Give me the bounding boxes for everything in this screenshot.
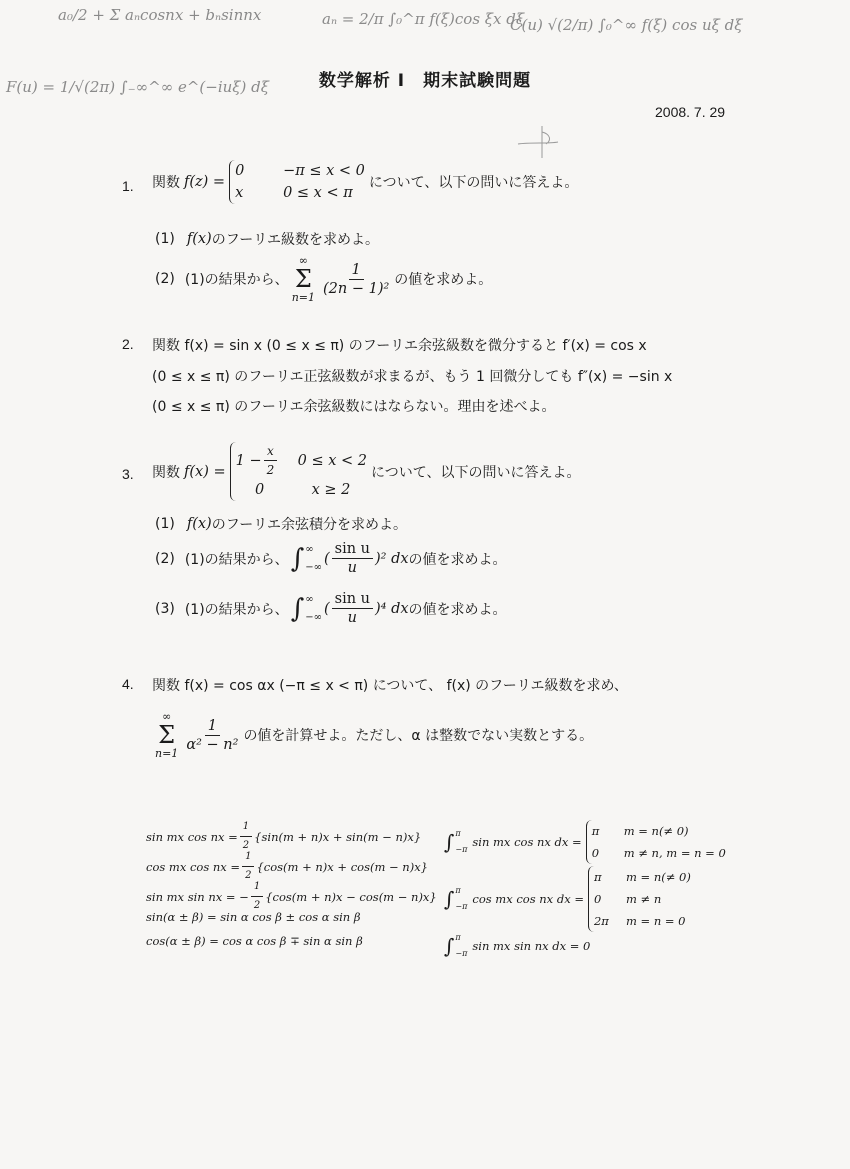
q3-part2-num: sin u <box>332 540 373 559</box>
integral-3-expr: sin mx sin nx dx = 0 <box>472 939 591 953</box>
integral-1-upper: π <box>455 829 461 838</box>
q1-sum-top: ∞ <box>298 254 308 267</box>
formula-3-half-den: 2 <box>253 900 261 911</box>
handwritten-note-4: F(u) = 1/√(2π) ∫₋∞^∞ e^(−iuξ) dξ <box>6 78 270 96</box>
q4-line1: 関数 f(x) = cos αx (−π ≤ x < π) について、 f(x) のフーリエ級数を求め、 <box>152 678 628 694</box>
q3-case1-value: 1 − <box>235 452 262 469</box>
integral-1-case1-cond: m = n(≠ 0) <box>623 824 689 838</box>
formula-1-rhs: {sin(m + n)x + sin(m − n)x} <box>254 829 422 844</box>
q3-part1-label: (1) <box>155 516 175 532</box>
integral-1-case1-value: π <box>591 824 600 838</box>
q4-sum-bottom: n=1 <box>155 747 179 760</box>
q1-sum-symbol: ∞ Σ n=1 <box>291 254 315 304</box>
integral-2-case1-value: π <box>593 870 602 884</box>
formula-3-lhs: sin mx sin nx = − <box>146 889 249 904</box>
q1-part2-text: の値を求めよ。 <box>394 272 493 288</box>
q3-part3-after: )⁴ dx <box>375 600 409 617</box>
q1-case1-value: 0 <box>235 163 245 179</box>
q3-part3-integral: ∫ ∞ −∞ <box>290 593 322 624</box>
q1-cases <box>229 160 365 204</box>
integral-1-lower: −π <box>455 845 468 854</box>
q1-part2 <box>155 254 492 304</box>
formula-1-half-den: 2 <box>242 840 250 851</box>
q3-part3-lead: (1)の結果から、 <box>184 601 289 618</box>
q3-number: 3. <box>122 466 134 482</box>
integral-3: ∫ π −π sin mx sin nx dx = 0 <box>444 933 591 958</box>
formula-5: cos(α ± β) = cos α cos β ∓ sin α sin β <box>146 934 363 948</box>
formula-2-lhs: cos mx cos nx = <box>146 859 241 874</box>
q1-case2-cond: 0 ≤ x < π <box>283 185 353 201</box>
q3-part3-num: sin u <box>332 590 373 609</box>
q4-sum-symbol: ∞ Σ n=1 <box>155 710 179 760</box>
q1-number: 1. <box>122 178 134 194</box>
q3-part3-label: (3) <box>155 600 175 617</box>
page-title: 数学解析 I 期末試験問題 <box>318 71 532 91</box>
integral-2-case3-cond: m = n = 0 <box>625 914 686 928</box>
q1-part1 <box>155 229 379 249</box>
q3-case1-cond: 0 ≤ x < 2 <box>297 452 367 469</box>
q3-part3: (3) (1)の結果から、 ∫ ∞ −∞ ( $\frac{\text{sin u}}{u}$ )⁴ dx の値を求めよ。 <box>155 591 507 626</box>
q3-tail: について、以下の問いに答えよ。 <box>371 464 581 481</box>
q3-part1-expr: f(x) <box>186 516 212 532</box>
q1-frac-den: (2n − 1)² <box>323 280 390 297</box>
formula-2-rhs: {cos(m + n)x + cos(m − n)x} <box>256 859 428 874</box>
q3-statement <box>152 442 580 501</box>
q3-part2-den: u <box>347 560 357 576</box>
q3-cases <box>230 442 367 501</box>
q1-case1-cond: −π ≤ x < 0 <box>283 163 365 179</box>
integral-1: ∫ π −π sin mx cos nx dx = π m = n(≠ 0) 0 m ≠ n, m = n = 0 <box>442 820 730 864</box>
integral-2-case2-value: 0 <box>593 892 602 906</box>
q4-frac-num: 1 <box>205 717 220 736</box>
q3-case1-num: x <box>264 442 277 461</box>
q4-frac-den: α² − n² <box>186 736 239 753</box>
exam-date: 2008. 7. 29 <box>655 104 726 120</box>
q3-case1-den: 2 <box>266 463 275 477</box>
formula-1-half-num: 1 <box>240 818 252 837</box>
q2-number: 2. <box>122 336 134 352</box>
formula-2-half-num: 1 <box>242 848 254 867</box>
q3-part2-integral: ∫ ∞ −∞ <box>290 543 322 574</box>
q3-part2-after: )² dx <box>375 550 409 567</box>
q3-part2-upper: ∞ <box>305 543 314 555</box>
q3-part3-den: u <box>347 610 357 626</box>
q1-part1-expr: f(x) <box>186 231 212 247</box>
formula-4: sin(α ± β) = sin α cos β ± cos α sin β <box>146 910 361 924</box>
q3-part2-lower: −∞ <box>305 561 322 573</box>
formula-2-half-den: 2 <box>245 870 252 881</box>
q3-part1 <box>155 514 407 534</box>
q2-line3: (0 ≤ x ≤ π) のフーリエ余弦級数にはならない。理由を述べよ。 <box>152 399 556 415</box>
q1-part1-label: (1) <box>155 231 175 247</box>
handwritten-note-2: aₙ = 2/π ∫₀^π f(ξ)cos ξx dξ <box>322 10 525 28</box>
formula-3-half-num: 1 <box>251 878 263 897</box>
q4-number: 4. <box>122 676 134 692</box>
integral-2-upper: π <box>455 886 461 895</box>
integral-1-cases <box>586 820 726 864</box>
q1-fraction <box>320 261 392 298</box>
q1-statement <box>152 160 578 204</box>
q4-line2-row <box>152 710 593 760</box>
handwritten-note-1: a₀/2 + Σ aₙcosnx + bₙsinnx <box>58 6 262 24</box>
integral-3-lower: −π <box>455 949 468 958</box>
integral-1-case2-cond: m ≠ n, m = n = 0 <box>623 846 726 860</box>
q3-case2-value: 0 <box>255 482 265 498</box>
q3-part2-lead: (1)の結果から、 <box>184 551 289 568</box>
q1-frac-num: 1 <box>349 261 364 280</box>
q3-part3-upper: ∞ <box>305 593 314 605</box>
integral-2: ∫ π −π cos mx cos nx dx = π m = n(≠ 0) 0 m ≠ n 2π m = n = 0 <box>442 866 695 932</box>
integral-1-expr: sin mx cos nx dx = <box>472 835 582 849</box>
q3-func: f(x) = <box>184 463 226 480</box>
q3-part2: (2) (1)の結果から、 ∫ ∞ −∞ ( $\frac{\text{sin u}}{u}$ )² dx の値を求めよ。 <box>155 541 507 576</box>
q3-part2-label: (2) <box>155 550 175 567</box>
integral-2-expr: cos mx cos nx dx = <box>472 892 584 906</box>
q1-lead: 関数 <box>152 175 180 191</box>
q1-sum-bottom: n=1 <box>291 291 315 304</box>
integral-3-upper: π <box>455 933 461 942</box>
integral-2-case3-value: 2π <box>593 914 609 928</box>
q1-part1-text: のフーリエ級数を求めよ。 <box>211 232 380 248</box>
q3-case2-cond: x ≥ 2 <box>311 482 351 498</box>
q1-part2-lead: (1)の結果から、 <box>184 272 289 288</box>
pencil-mark <box>512 122 562 162</box>
q4-sum-top: ∞ <box>162 710 172 723</box>
q3-part3-lower: −∞ <box>305 611 322 623</box>
q1-case2-value: x <box>235 185 244 201</box>
integral-2-lower: −π <box>455 902 468 911</box>
integral-1-case2-value: 0 <box>591 846 600 860</box>
q1-part2-label: (2) <box>155 271 175 287</box>
q2-line2: (0 ≤ x ≤ π) のフーリエ正弦級数が求まるが、もう 1 回微分しても f″(x) = −sin x <box>152 369 673 385</box>
integral-2-cases <box>588 866 691 932</box>
q1-func: f(z) = <box>184 174 226 190</box>
q3-lead: 関数 <box>152 464 180 481</box>
formula-3-rhs: {cos(m + n)x − cos(m − n)x} <box>265 889 437 904</box>
q3-part3-text: の値を求めよ。 <box>408 601 507 618</box>
formula-1-lhs: sin mx cos nx = <box>146 829 238 844</box>
q4-line2-text: の値を計算せよ。ただし、α は整数でない実数とする。 <box>243 728 594 744</box>
q2-line1: 関数 f(x) = sin x (0 ≤ x ≤ π) のフーリエ余弦級数を微分すると f′(x) = cos x <box>152 338 647 354</box>
handwritten-note-3: C(u) √(2/π) ∫₀^∞ f(ξ) cos uξ dξ <box>510 16 743 34</box>
q3-part1-text: のフーリエ余弦積分を求めよ。 <box>211 517 408 533</box>
q1-tail: について、以下の問いに答えよ。 <box>368 175 579 191</box>
q3-part2-text: の値を求めよ。 <box>408 551 507 568</box>
integral-2-case1-cond: m = n(≠ 0) <box>625 870 691 884</box>
integral-2-case2-cond: m ≠ n <box>625 892 662 906</box>
